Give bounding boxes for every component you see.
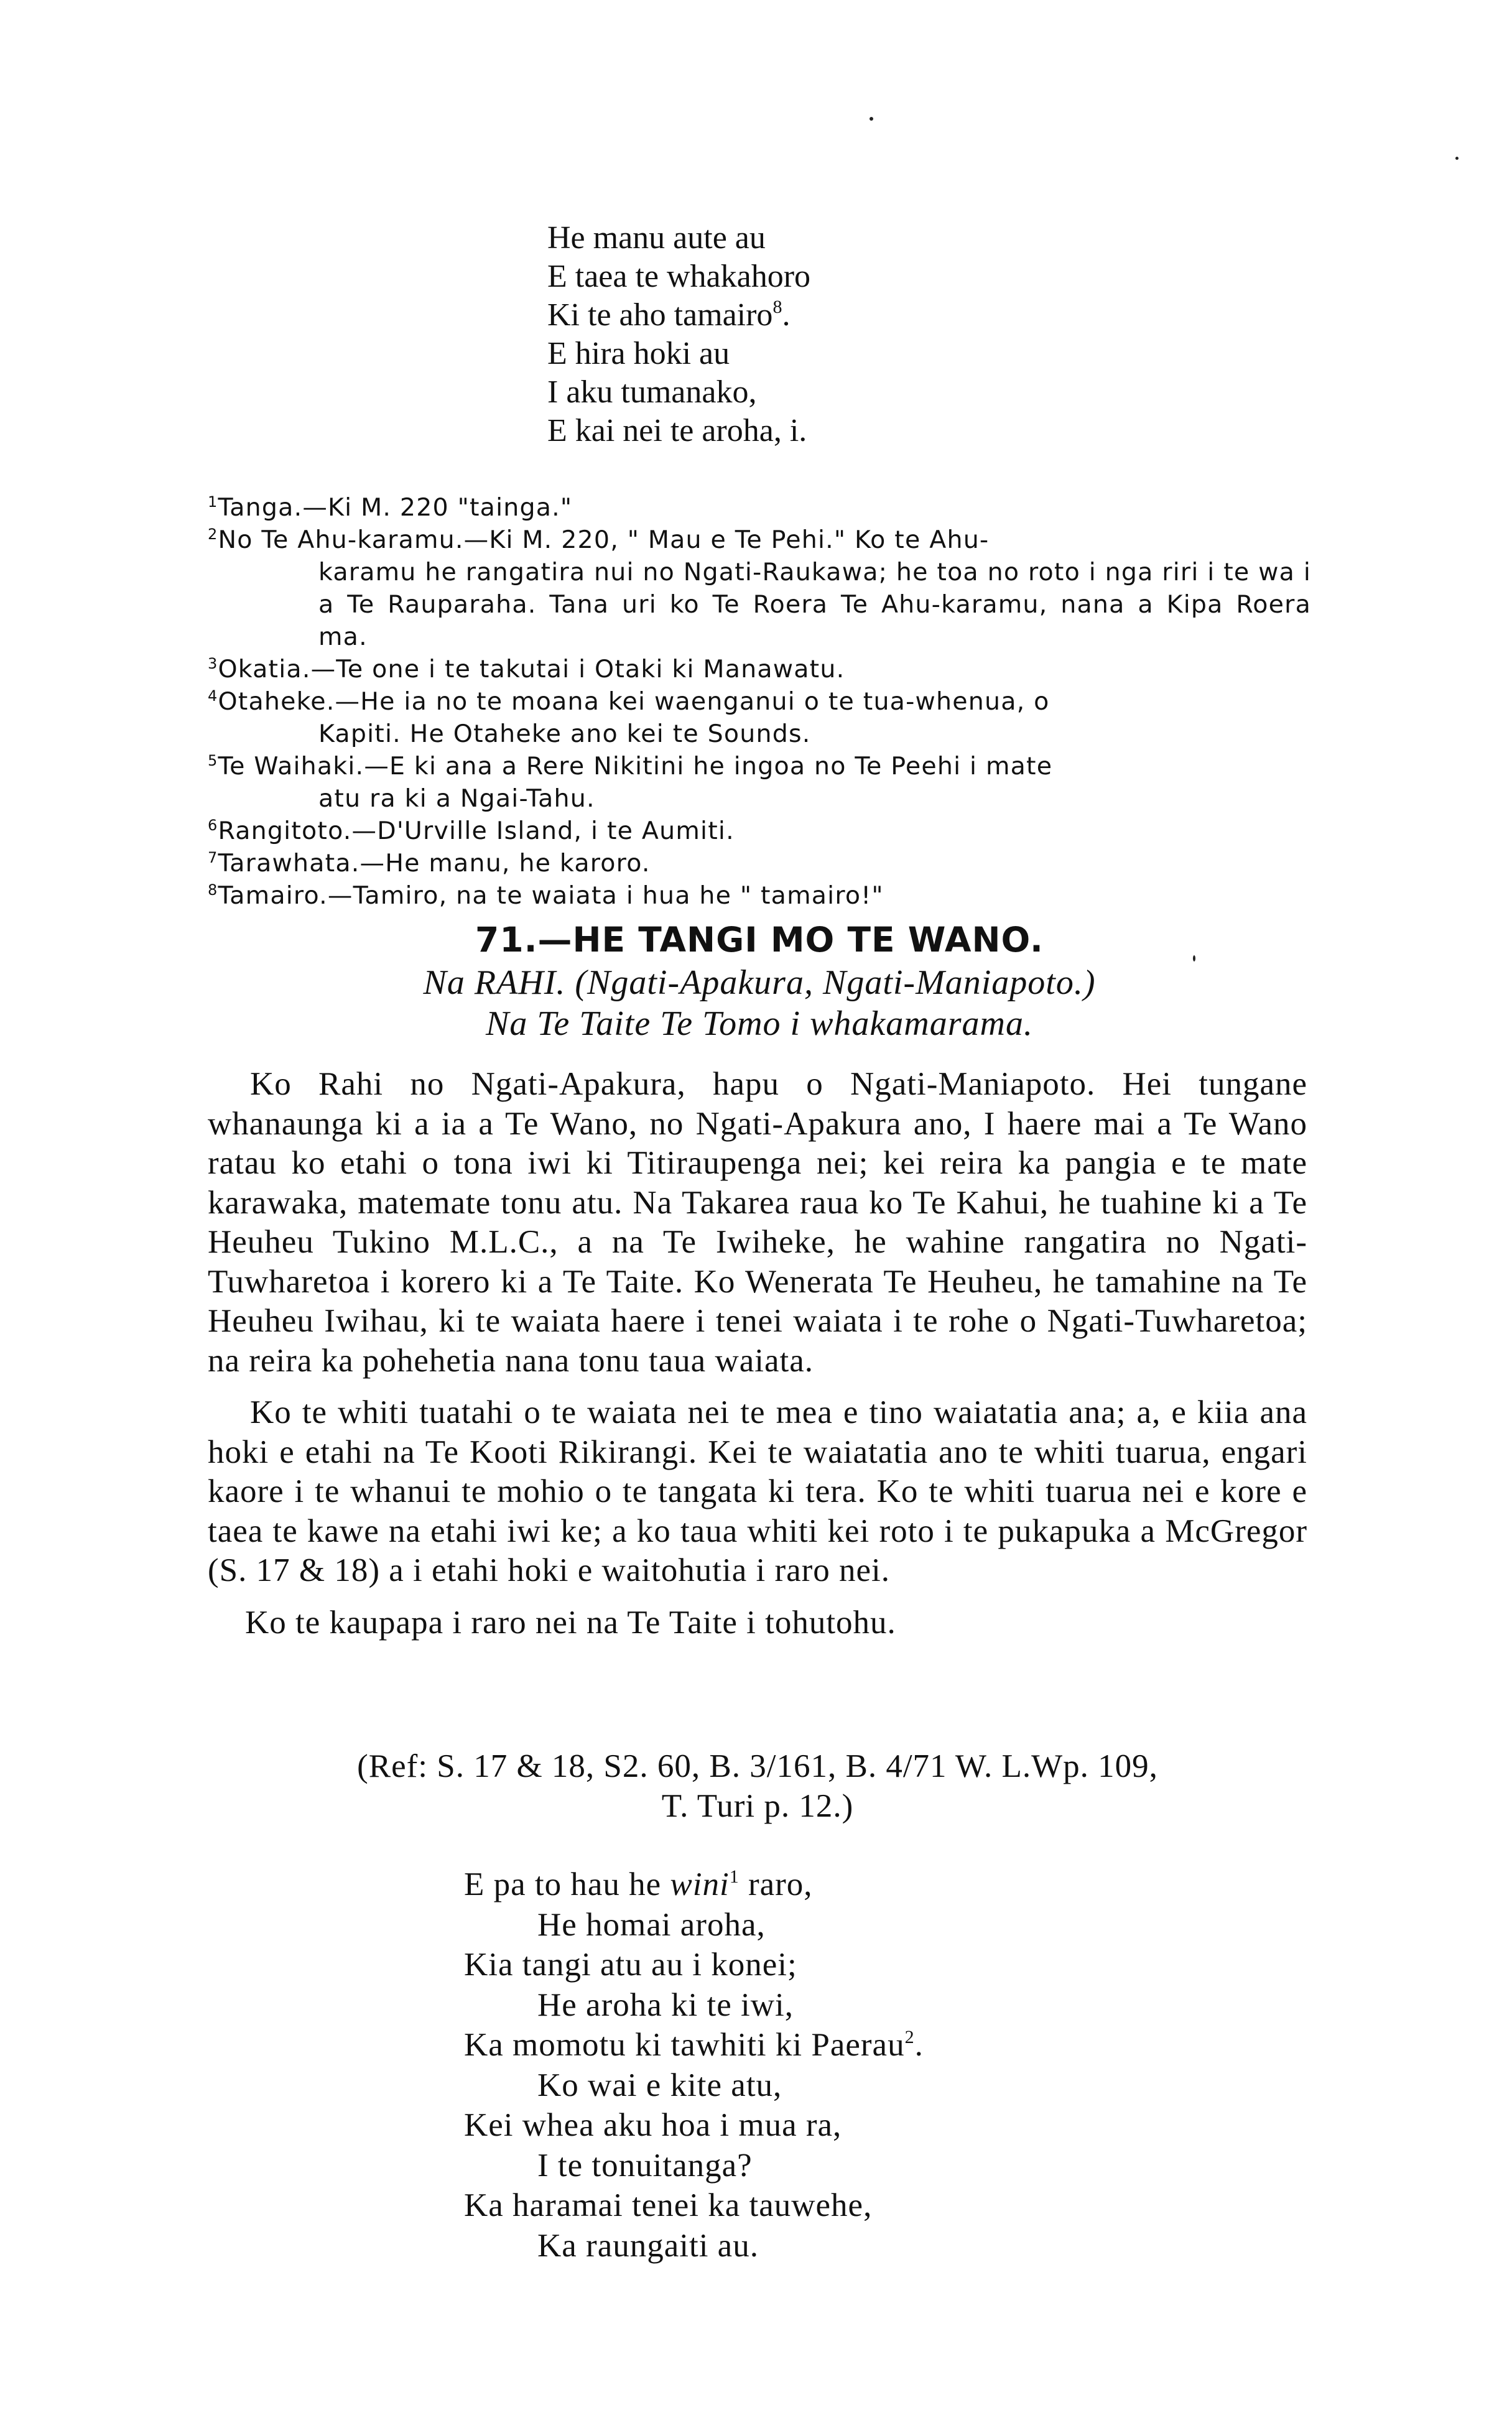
footnote-number: 2 (208, 526, 218, 543)
footnotes (208, 491, 1311, 912)
poem-top-line: He manu aute au (547, 220, 766, 256)
poem-line: Kei whea aku hoa i mua ra, (464, 2107, 842, 2143)
footnote-number: 8 (208, 881, 218, 899)
footnote-number: 5 (208, 752, 218, 769)
song-heading (208, 917, 1311, 1044)
footnote-number: 1 (208, 493, 218, 511)
footnote-text: Te Waihaki.—E ki ana a Rere Nikitini he ingoa no Te Peehi i mate (218, 752, 1053, 781)
footnote-text: Tanga.—Ki M. 220 "tainga." (218, 493, 573, 522)
poem-line-text: raro, (739, 1866, 813, 1902)
footnote-item (208, 847, 1311, 879)
reference-line: (Ref: S. 17 & 18, S2. 60, B. 3/161, B. 4/71 W. L.Wp. 109, (357, 1748, 1158, 1784)
paragraph: Ko te kaupapa i raro nei na Te Taite i tohutohu. (245, 1604, 896, 1641)
footnote-number: 7 (208, 849, 218, 866)
poem-top-line: E taea te whakahoro (547, 259, 811, 294)
footnote-number: 6 (208, 817, 218, 834)
song-author: Na RAHI. (Ngati-Apakura, Ngati-Maniapoto.) (423, 963, 1096, 1002)
poem-top (547, 219, 1294, 450)
poem-line: Ka haramai tenei ka tauwehe, (464, 2187, 873, 2223)
footnote-item (208, 491, 1311, 524)
footnote-item (208, 750, 1311, 815)
song-explainer: Na Te Taite Te Tomo i whakamarama. (486, 1004, 1033, 1043)
poem-line: Ko wai e kite atu, (537, 2067, 782, 2103)
scan-speck (1455, 157, 1459, 160)
footnote-item (208, 815, 1311, 847)
footnote-text: Okatia.—Te one i te takutai i Otaki ki Manawatu. (218, 655, 845, 683)
poem-line-text: Ka momotu ki tawhiti ki Paerau (464, 2027, 905, 2063)
footnote-ref: 8 (772, 297, 782, 317)
song-title: 71.—HE TANGI MO TE WANO. (475, 920, 1044, 960)
reference-block (208, 1746, 1307, 1826)
poem-line: I te tonuitanga? (537, 2147, 753, 2184)
poem-line-text: . (914, 2027, 924, 2063)
body-text (208, 1065, 1307, 1655)
footnote-item (208, 653, 1311, 685)
poem-line-italic: wini (670, 1866, 730, 1902)
poem-line: Kia tangi atu au i konei; (464, 1947, 797, 1983)
footnote-continuation: Kapiti. He Otaheke ano kei te Sounds. (318, 720, 811, 748)
footnote-ref: 1 (729, 1866, 740, 1887)
poem-line: He aroha ki te iwi, (537, 1986, 794, 2023)
footnote-text: No Te Ahu-karamu.—Ki M. 220, " Mau e Te Pehi." Ko te Ahu- (218, 526, 990, 554)
footnote-text: Tarawhata.—He manu, he karoro. (218, 849, 651, 878)
poem-line: He homai aroha, (537, 1906, 766, 1943)
poem-top-line: I aku tumanako, (547, 374, 757, 410)
footnote-ref: 2 (904, 2027, 915, 2047)
footnote-number: 4 (208, 687, 218, 705)
poem-line (464, 1865, 1335, 1905)
footnote-continuation: atu ra ki a Ngai-Tahu. (318, 784, 595, 813)
poem-top-line-punct: . (782, 297, 791, 333)
poem-line: Ka raungaiti au. (537, 2227, 759, 2264)
poem-bottom (464, 1865, 1335, 2266)
footnote-item (208, 879, 1311, 912)
scan-speck (870, 117, 873, 121)
paragraph: Ko te whiti tuatahi o te waiata nei te mea e tino waiatatia ana; a, e kiia ana hoki e etahi na Te Kooti Rikirangi. Kei te waiatatia ano te whiti tuarua, engari kaore i te whanui te mohio o te tangata ki tera. Ko te whiti tuarua nei e kore e taea te kawe na etahi iwi ke; a ko taua whiti kei roto i te pukapuka a McGregor (S. 17 & 18) a i etahi hoki e waitohutia i raro nei. (208, 1394, 1307, 1588)
footnote-text: Rangitoto.—D'Urville Island, i te Aumiti. (218, 817, 735, 845)
footnote-number: 3 (208, 655, 218, 672)
poem-top-line (547, 296, 1294, 335)
poem-top-line: E kai nei te aroha, i. (547, 413, 807, 448)
footnote-continuation: karamu he rangatira nui no Ngati-Raukawa; he toa no roto i nga riri i te wa i a Te Rauparaha. Tana uri ko Te Roera Te Ahu-karamu, nana a Kipa Roera ma. (318, 558, 1312, 651)
footnote-text: Otaheke.—He ia no te moana kei waenganui o te tua-whenua, o (218, 687, 1050, 716)
poem-top-line-text: Ki te aho tamairo (547, 297, 773, 333)
poem-line (464, 2025, 1335, 2065)
reference-line: T. Turi p. 12.) (661, 1788, 854, 1824)
poem-top-line: E hira hoki au (547, 336, 730, 371)
footnote-item (208, 685, 1311, 750)
paragraph: Ko Rahi no Ngati-Apakura, hapu o Ngati-Maniapoto. Hei tungane whanaunga ki a ia a Te Wano, no Ngati-Apakura ano, I haere mai a Te Wano ratau ko etahi o tona iwi ki Titiraupenga nei; kei reira ka pangia e te mate karawaka, matemate tonu atu. Na Takarea raua ko Te Kahui, he tuahine ki a Te Heuheu Tukino M.L.C., a na Te Iwiheke, he wahine rangatira no Ngati-Tuwharetoa i korero ki a Te Taite. Ko Wenerata Te Heuheu, he tamahine na Te Heuheu Iwihau, ki te waiata haere i tenei waiata i te rohe o Ngati-Tuwharetoa; na reira ka pohehetia nana tonu taua waiata. (208, 1066, 1307, 1379)
poem-line-text: E pa to hau he (464, 1866, 670, 1902)
footnote-text: Tamairo.—Tamiro, na te waiata i hua he " tamairo!" (218, 881, 884, 910)
footnote-item (208, 524, 1311, 653)
